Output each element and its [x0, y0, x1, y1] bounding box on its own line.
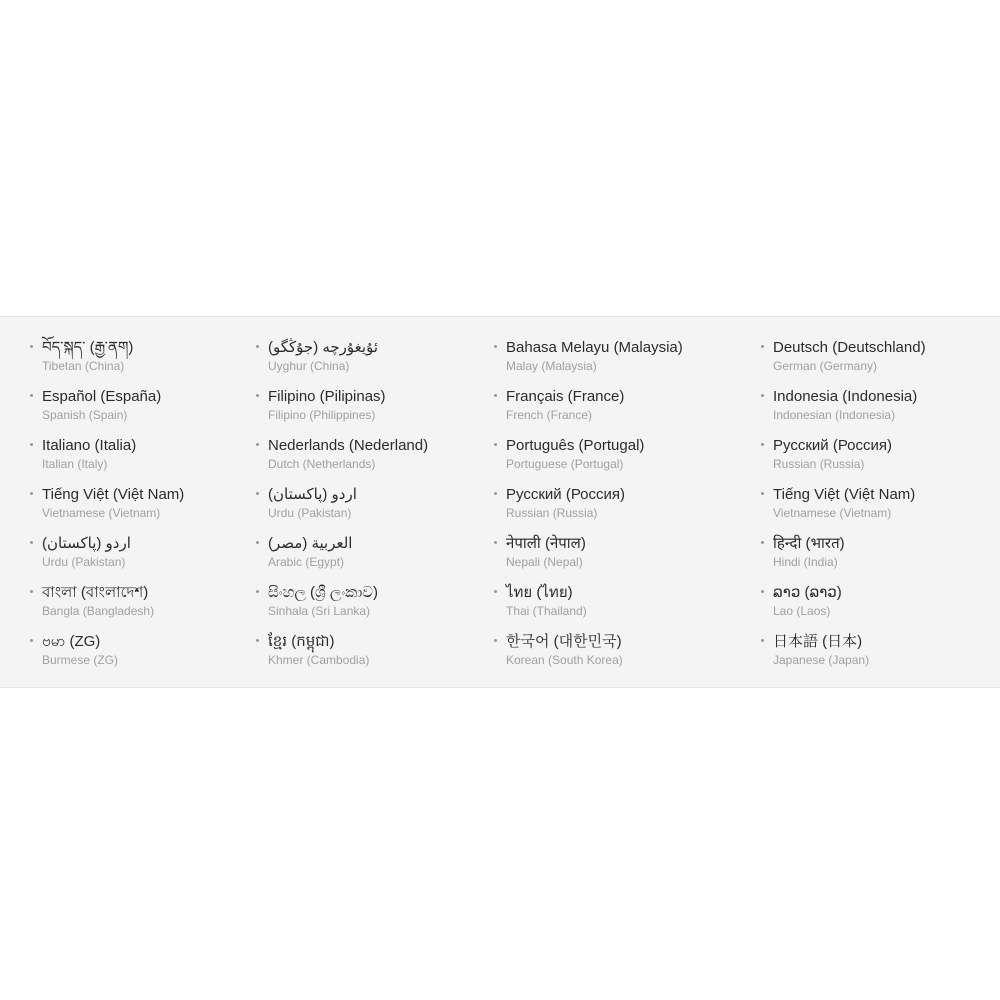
language-option[interactable]	[761, 486, 926, 535]
language-native-name: नेपाली (नेपाल)	[506, 535, 586, 552]
language-native-name: བོད་སྐད་ (རྒྱ་ནག)	[42, 339, 134, 356]
bullet-icon	[494, 492, 497, 495]
language-english-name: Vietnamese (Vietnam)	[773, 506, 892, 520]
bullet-icon	[256, 492, 259, 495]
bullet-icon	[30, 443, 33, 446]
bullet-icon	[256, 443, 259, 446]
language-option[interactable]	[761, 437, 926, 486]
language-native-name: 한국어 (대한민국)	[506, 633, 622, 650]
language-native-name: Italiano (Italia)	[42, 437, 137, 454]
language-native-name: ไทย (ไทย)	[506, 584, 573, 601]
language-column-2	[256, 339, 428, 682]
language-english-name: Nepali (Nepal)	[506, 555, 583, 569]
language-option[interactable]	[761, 584, 926, 633]
language-option[interactable]	[256, 388, 428, 437]
bullet-icon	[30, 590, 33, 593]
bullet-icon	[494, 394, 497, 397]
bullet-icon	[30, 345, 33, 348]
language-option[interactable]	[494, 388, 683, 437]
bullet-icon	[30, 394, 33, 397]
bullet-icon	[494, 541, 497, 544]
language-native-name: ລາວ (ລາວ)	[773, 584, 842, 601]
bullet-icon	[494, 590, 497, 593]
language-english-name: Japanese (Japan)	[773, 653, 870, 667]
language-option[interactable]	[494, 633, 683, 682]
bullet-icon	[30, 639, 33, 642]
language-english-name: Italian (Italy)	[42, 457, 108, 471]
bullet-icon	[30, 492, 33, 495]
language-native-name: Deutsch (Deutschland)	[773, 339, 926, 356]
language-native-name: සිංහල (ශ්‍රී ලංකාව)	[268, 584, 379, 601]
language-native-name: Bahasa Melayu (Malaysia)	[506, 339, 683, 356]
language-column-1	[30, 339, 184, 682]
language-column-4	[761, 339, 926, 682]
language-english-name: Malay (Malaysia)	[506, 359, 597, 373]
bullet-icon	[761, 541, 764, 544]
language-english-name: Russian (Russia)	[506, 506, 598, 520]
bullet-icon	[761, 394, 764, 397]
language-english-name: Urdu (Pakistan)	[268, 506, 352, 520]
language-english-name: Indonesian (Indonesia)	[773, 408, 896, 422]
language-native-name: العربية (مصر)	[268, 535, 353, 552]
language-option[interactable]	[30, 388, 184, 437]
language-english-name: Burmese (ZG)	[42, 653, 119, 667]
language-option[interactable]	[256, 584, 428, 633]
language-column-3	[494, 339, 683, 682]
language-english-name: Tibetan (China)	[42, 359, 125, 373]
language-option[interactable]	[256, 633, 428, 682]
language-option[interactable]	[30, 584, 184, 633]
language-english-name: Lao (Laos)	[773, 604, 831, 618]
language-native-name: اردو (پاکستان)	[42, 535, 131, 552]
bullet-icon	[761, 590, 764, 593]
language-english-name: German (Germany)	[773, 359, 878, 373]
language-native-name: Français (France)	[506, 388, 625, 405]
language-option[interactable]	[30, 437, 184, 486]
language-option[interactable]	[30, 486, 184, 535]
language-option[interactable]	[761, 388, 926, 437]
language-option[interactable]	[30, 633, 184, 682]
language-option[interactable]	[761, 339, 926, 388]
language-english-name: Dutch (Netherlands)	[268, 457, 376, 471]
language-native-name: Filipino (Pilipinas)	[268, 388, 386, 405]
language-option[interactable]	[256, 339, 428, 388]
language-option[interactable]	[30, 339, 184, 388]
language-selector-panel	[0, 316, 1000, 688]
bullet-icon	[761, 443, 764, 446]
language-native-name: বাংলা (বাংলাদেশ)	[42, 584, 149, 601]
language-option[interactable]	[761, 633, 926, 682]
language-english-name: Hindi (India)	[773, 555, 838, 569]
language-english-name: Urdu (Pakistan)	[42, 555, 126, 569]
language-native-name: Indonesia (Indonesia)	[773, 388, 918, 405]
bullet-icon	[761, 492, 764, 495]
bullet-icon	[256, 590, 259, 593]
language-native-name: Nederlands (Nederland)	[268, 437, 429, 454]
language-native-name: हिन्दी (भारत)	[773, 535, 845, 552]
language-english-name: Portuguese (Portugal)	[506, 457, 624, 471]
language-option[interactable]	[256, 437, 428, 486]
language-english-name: Spanish (Spain)	[42, 408, 128, 422]
language-native-name: Русский (Россия)	[773, 437, 893, 454]
language-option[interactable]	[256, 486, 428, 535]
bullet-icon	[256, 639, 259, 642]
language-english-name: Khmer (Cambodia)	[268, 653, 370, 667]
language-native-name: 日本語 (日本)	[773, 633, 863, 650]
bullet-icon	[761, 345, 764, 348]
bullet-icon	[494, 443, 497, 446]
language-english-name: Vietnamese (Vietnam)	[42, 506, 161, 520]
language-native-name: Tiếng Việt (Việt Nam)	[42, 486, 185, 503]
language-option[interactable]	[494, 339, 683, 388]
bullet-icon	[30, 541, 33, 544]
language-option[interactable]	[256, 535, 428, 584]
language-english-name: Arabic (Egypt)	[268, 555, 345, 569]
language-native-name: Tiếng Việt (Việt Nam)	[773, 486, 916, 503]
bullet-icon	[256, 541, 259, 544]
language-english-name: French (France)	[506, 408, 593, 422]
language-native-name: اردو (پاکستان)	[268, 486, 357, 503]
language-english-name: Uyghur (China)	[268, 359, 350, 373]
language-native-name: Español (España)	[42, 388, 162, 405]
language-option[interactable]	[494, 584, 683, 633]
language-option[interactable]	[494, 535, 683, 584]
language-option[interactable]	[494, 437, 683, 486]
language-english-name: Bangla (Bangladesh)	[42, 604, 155, 618]
language-native-name: ဗမာ (ZG)	[42, 633, 101, 650]
language-native-name: ئۇيغۇرچە (جۇڭگو)	[268, 339, 378, 356]
language-native-name: ខ្មែរ (កម្ពុជា)	[268, 633, 335, 650]
language-option[interactable]	[761, 535, 926, 584]
language-english-name: Russian (Russia)	[773, 457, 865, 471]
language-native-name: Русский (Россия)	[506, 486, 626, 503]
language-native-name: Português (Portugal)	[506, 437, 645, 454]
language-option[interactable]	[494, 486, 683, 535]
language-english-name: Korean (South Korea)	[506, 653, 623, 667]
bullet-icon	[256, 345, 259, 348]
language-english-name: Filipino (Philippines)	[268, 408, 376, 422]
bullet-icon	[761, 639, 764, 642]
bullet-icon	[256, 394, 259, 397]
language-option[interactable]	[30, 535, 184, 584]
bullet-icon	[494, 345, 497, 348]
language-english-name: Thai (Thailand)	[506, 604, 587, 618]
language-english-name: Sinhala (Sri Lanka)	[268, 604, 371, 618]
bullet-icon	[494, 639, 497, 642]
